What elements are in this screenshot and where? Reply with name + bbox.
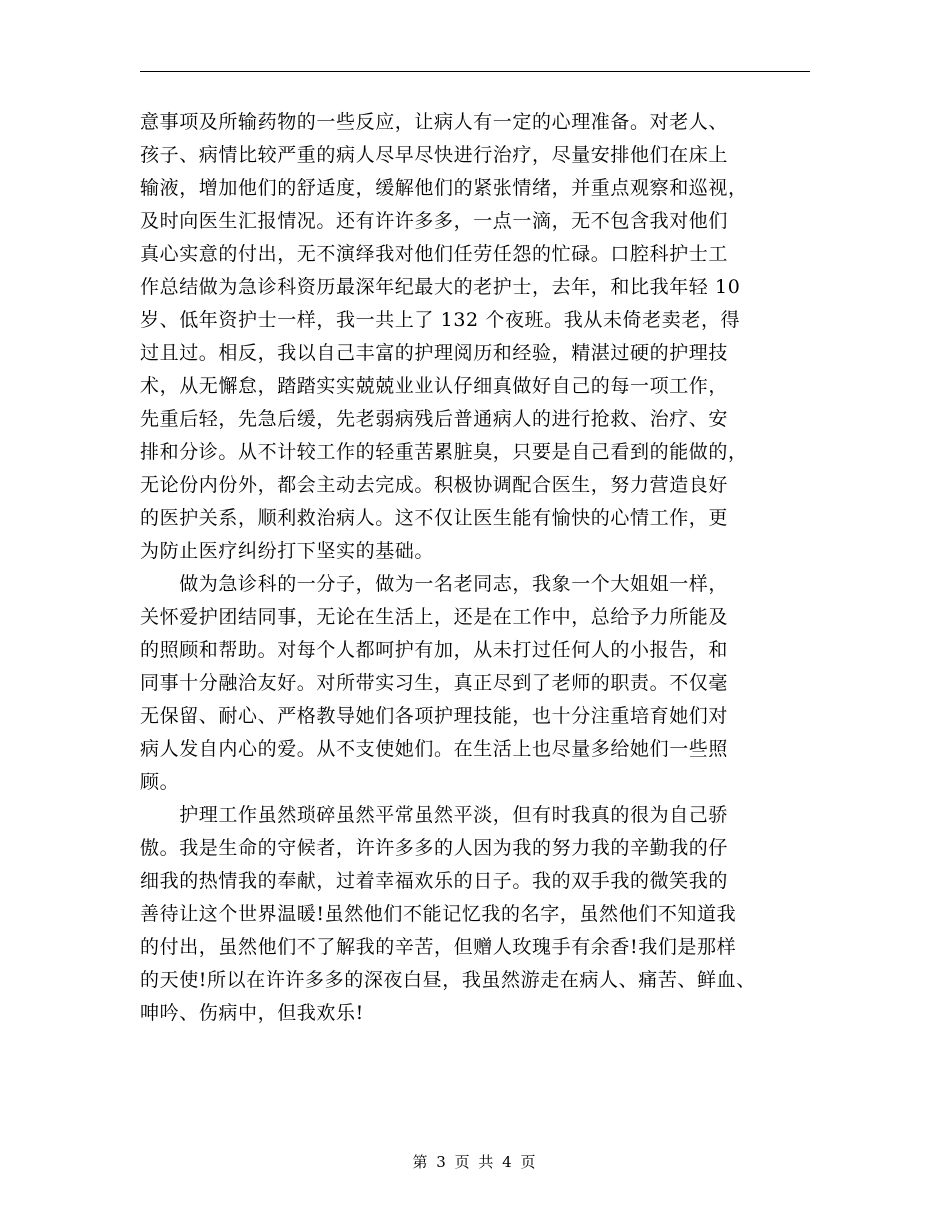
text-line: 为防止医疗纠纷打下坚实的基础。 <box>140 540 435 562</box>
text-line: 的医护关系，顺利救治病人。这不仅让医生能有愉快的心情工作，更 <box>140 507 729 529</box>
text-line: 及时向医生汇报情况。还有许许多多，一点一滴，无不包含我对他们 <box>140 210 729 232</box>
text-line: 病人发自内心的爱。从不支使她们。在生活上也尽量多给她们一些照 <box>140 738 729 760</box>
text-line: 傲。我是生命的守候者，许许多多的人因为我的努力我的辛勤我的仔 <box>140 837 729 859</box>
text-line: 输液，增加他们的舒适度，缓解他们的紧张情绪，并重点观察和巡视， <box>140 177 748 199</box>
text-line: 排和分诊。从不计较工作的轻重苦累脏臭，只要是自己看到的能做的， <box>140 441 748 463</box>
text-line: 关怀爱护团结同事，无论在生活上，还是在工作中，总给予力所能及 <box>140 606 729 628</box>
text-line: 过且过。相反，我以自己丰富的护理阅历和经验，精湛过硬的护理技 <box>140 342 729 364</box>
text-line: 同事十分融洽友好。对所带实习生，真正尽到了老师的职责。不仅毫 <box>140 672 729 694</box>
text-line: 先重后轻，先急后缓，先老弱病残后普通病人的进行抢救、治疗、安 <box>140 408 729 430</box>
text-line: 作总结做为急诊科资历最深年纪最大的老护士，去年，和比我年轻 10 <box>140 276 741 298</box>
text-line: 呻吟、伤病中，但我欢乐! <box>140 1002 364 1024</box>
text-line: 真心实意的付出，无不演绎我对他们任劳任怨的忙碌。口腔科护士工 <box>140 243 729 265</box>
text-line: 的付出，虽然他们不了解我的辛苦，但赠人玫瑰手有余香!我们是那样 <box>140 936 737 958</box>
page-number-footer: 第 3 页 共 4 页 <box>412 1153 538 1171</box>
text-line: 的天使!所以在许许多多的深夜白昼，我虽然游走在病人、痛苦、鲜血、 <box>140 969 756 991</box>
text-line: 无保留、耐心、严格教导她们各项护理技能，也十分注重培育她们对 <box>140 705 729 727</box>
text-line: 意事项及所输药物的一些反应，让病人有一定的心理准备。对老人、 <box>140 111 729 133</box>
paragraph-start-line: 做为急诊科的一分子，做为一名老同志，我象一个大姐姐一样， <box>140 573 729 595</box>
text-line: 细我的热情我的奉献，过着幸福欢乐的日子。我的双手我的微笑我的 <box>140 870 729 892</box>
text-line: 术，从无懈怠，踏踏实实兢兢业业认仔细真做好自己的每一项工作， <box>140 375 729 397</box>
paragraph-start-line: 护理工作虽然琐碎虽然平常虽然平淡，但有时我真的很为自己骄 <box>140 804 729 826</box>
text-line: 孩子、病情比较严重的病人尽早尽快进行治疗，尽量安排他们在床上 <box>140 144 729 166</box>
text-line: 无论份内份外，都会主动去完成。积极协调配合医生，努力营造良好 <box>140 474 729 496</box>
header-rule <box>140 71 810 72</box>
text-line: 的照顾和帮助。对每个人都呵护有加，从未打过任何人的小报告，和 <box>140 639 729 661</box>
text-line: 岁、低年资护士一样，我一共上了 132 个夜班。我从未倚老卖老，得 <box>140 309 741 331</box>
document-body <box>140 106 820 1030</box>
text-line: 善待让这个世界温暖!虽然他们不能记忆我的名字，虽然他们不知道我 <box>140 903 737 925</box>
text-line: 顾。 <box>140 771 180 793</box>
